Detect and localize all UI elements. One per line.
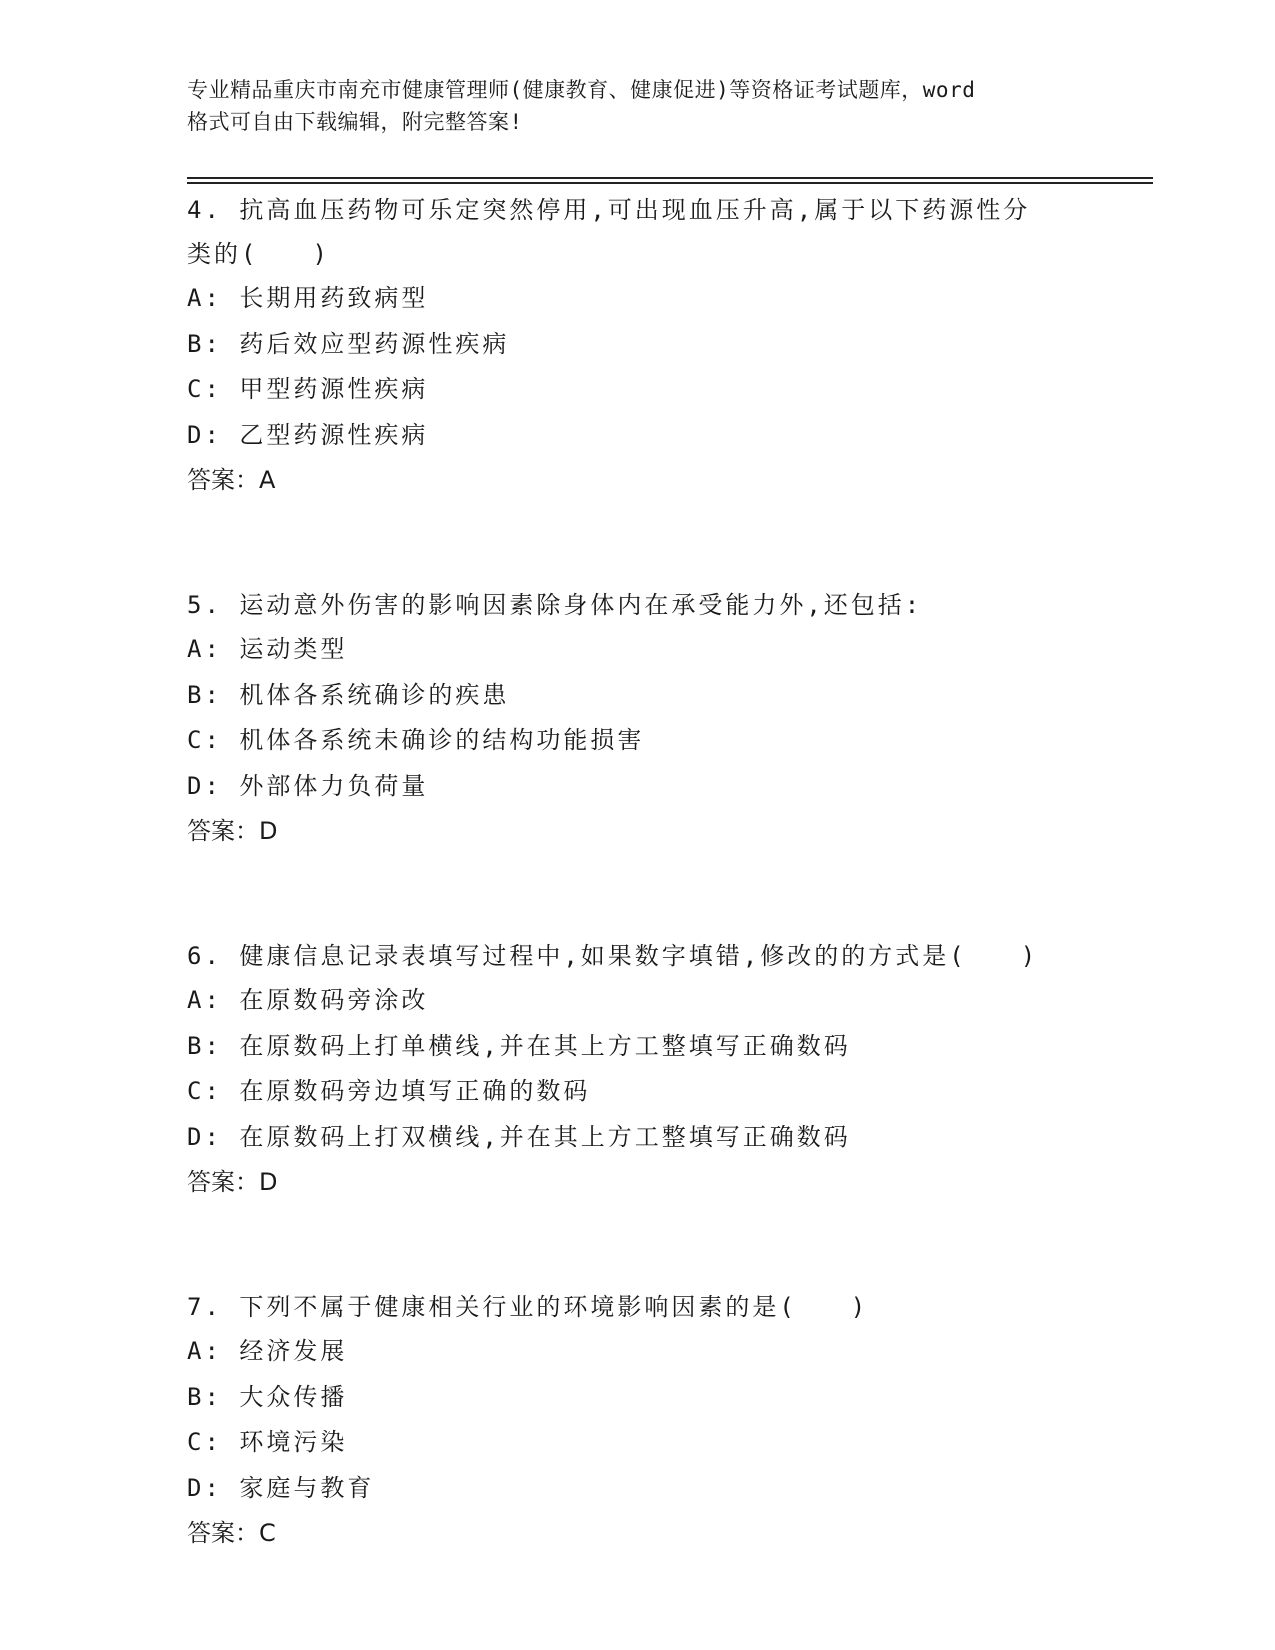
question-stem: 6. 健康信息记录表填写过程中,如果数字填错,修改的的方式是( ) [187, 942, 1039, 970]
question-6 [187, 934, 1087, 1205]
option-text: 甲型药源性疾病 [239, 375, 429, 403]
option-text: 外部体力负荷量 [239, 771, 429, 800]
option-text: 药后效应型药源性疾病 [239, 329, 510, 358]
option-c [187, 1069, 1087, 1115]
option-text: 乙型药源性疾病 [239, 420, 429, 449]
answer: 答案：A [187, 466, 276, 494]
option-label: A: [187, 1337, 222, 1365]
option-a [187, 978, 1087, 1024]
option-d [187, 413, 1087, 459]
question-4 [187, 188, 1087, 503]
option-label: A: [187, 986, 222, 1014]
question-spacer [187, 1205, 1087, 1285]
option-label: C: [187, 726, 222, 754]
option-text: 在原数码上打双横线,并在其上方工整填写正确数码 [239, 1122, 851, 1151]
question-list [187, 188, 1087, 1556]
option-b [187, 1375, 1087, 1421]
option-c [187, 718, 1087, 764]
question-stem-continued: 类的( ) [187, 240, 330, 268]
question-spacer [187, 854, 1087, 934]
option-label: B: [187, 1031, 222, 1060]
question-stem: 5. 运动意外伤害的影响因素除身体内在承受能力外,还包括: [187, 591, 923, 619]
option-label: D: [187, 1122, 222, 1151]
option-d [187, 1115, 1087, 1161]
option-label: D: [187, 771, 222, 800]
option-text: 在原数码上打单横线,并在其上方工整填写正确数码 [239, 1031, 851, 1060]
option-d [187, 1466, 1087, 1512]
answer: 答案：D [187, 817, 278, 845]
header-divider-top [187, 177, 1153, 179]
option-c [187, 1420, 1087, 1466]
option-label: B: [187, 329, 222, 358]
answer: 答案：D [187, 1168, 278, 1196]
document-header [187, 74, 1087, 138]
header-line-1: 专业精品重庆市南充市健康管理师(健康教育、健康促进)等资格证考试题库，word [187, 78, 976, 102]
option-b [187, 673, 1087, 719]
option-text: 在原数码旁边填写正确的数码 [239, 1077, 591, 1105]
option-text: 机体各系统确诊的疾患 [239, 680, 510, 709]
header-line-2: 格式可自由下载编辑，附完整答案! [187, 110, 523, 134]
option-label: D: [187, 1473, 222, 1502]
option-b [187, 322, 1087, 368]
question-stem: 7. 下列不属于健康相关行业的环境影响因素的是( ) [187, 1293, 869, 1321]
option-b [187, 1024, 1087, 1070]
question-7 [187, 1285, 1087, 1556]
option-a [187, 276, 1087, 322]
option-label: C: [187, 1077, 222, 1105]
option-a [187, 1329, 1087, 1375]
question-stem: 4. 抗高血压药物可乐定突然停用,可出现血压升高,属于以下药源性分 [187, 196, 1031, 224]
option-c [187, 367, 1087, 413]
option-label: A: [187, 284, 222, 312]
question-spacer [187, 503, 1087, 583]
option-text: 运动类型 [239, 635, 348, 663]
option-text: 家庭与教育 [239, 1473, 375, 1502]
option-label: A: [187, 635, 222, 663]
option-label: C: [187, 1428, 222, 1456]
option-a [187, 627, 1087, 673]
option-d [187, 764, 1087, 810]
option-text: 长期用药致病型 [239, 284, 429, 312]
option-label: B: [187, 1382, 222, 1411]
option-text: 在原数码旁涂改 [239, 986, 429, 1014]
question-5 [187, 583, 1087, 854]
option-text: 机体各系统未确诊的结构功能损害 [239, 726, 645, 754]
answer: 答案：C [187, 1519, 276, 1547]
option-text: 环境污染 [239, 1428, 348, 1456]
header-divider-bottom [187, 182, 1153, 184]
option-text: 大众传播 [239, 1382, 348, 1411]
option-text: 经济发展 [239, 1337, 348, 1365]
option-label: C: [187, 375, 222, 403]
option-label: B: [187, 680, 222, 709]
option-label: D: [187, 420, 222, 449]
